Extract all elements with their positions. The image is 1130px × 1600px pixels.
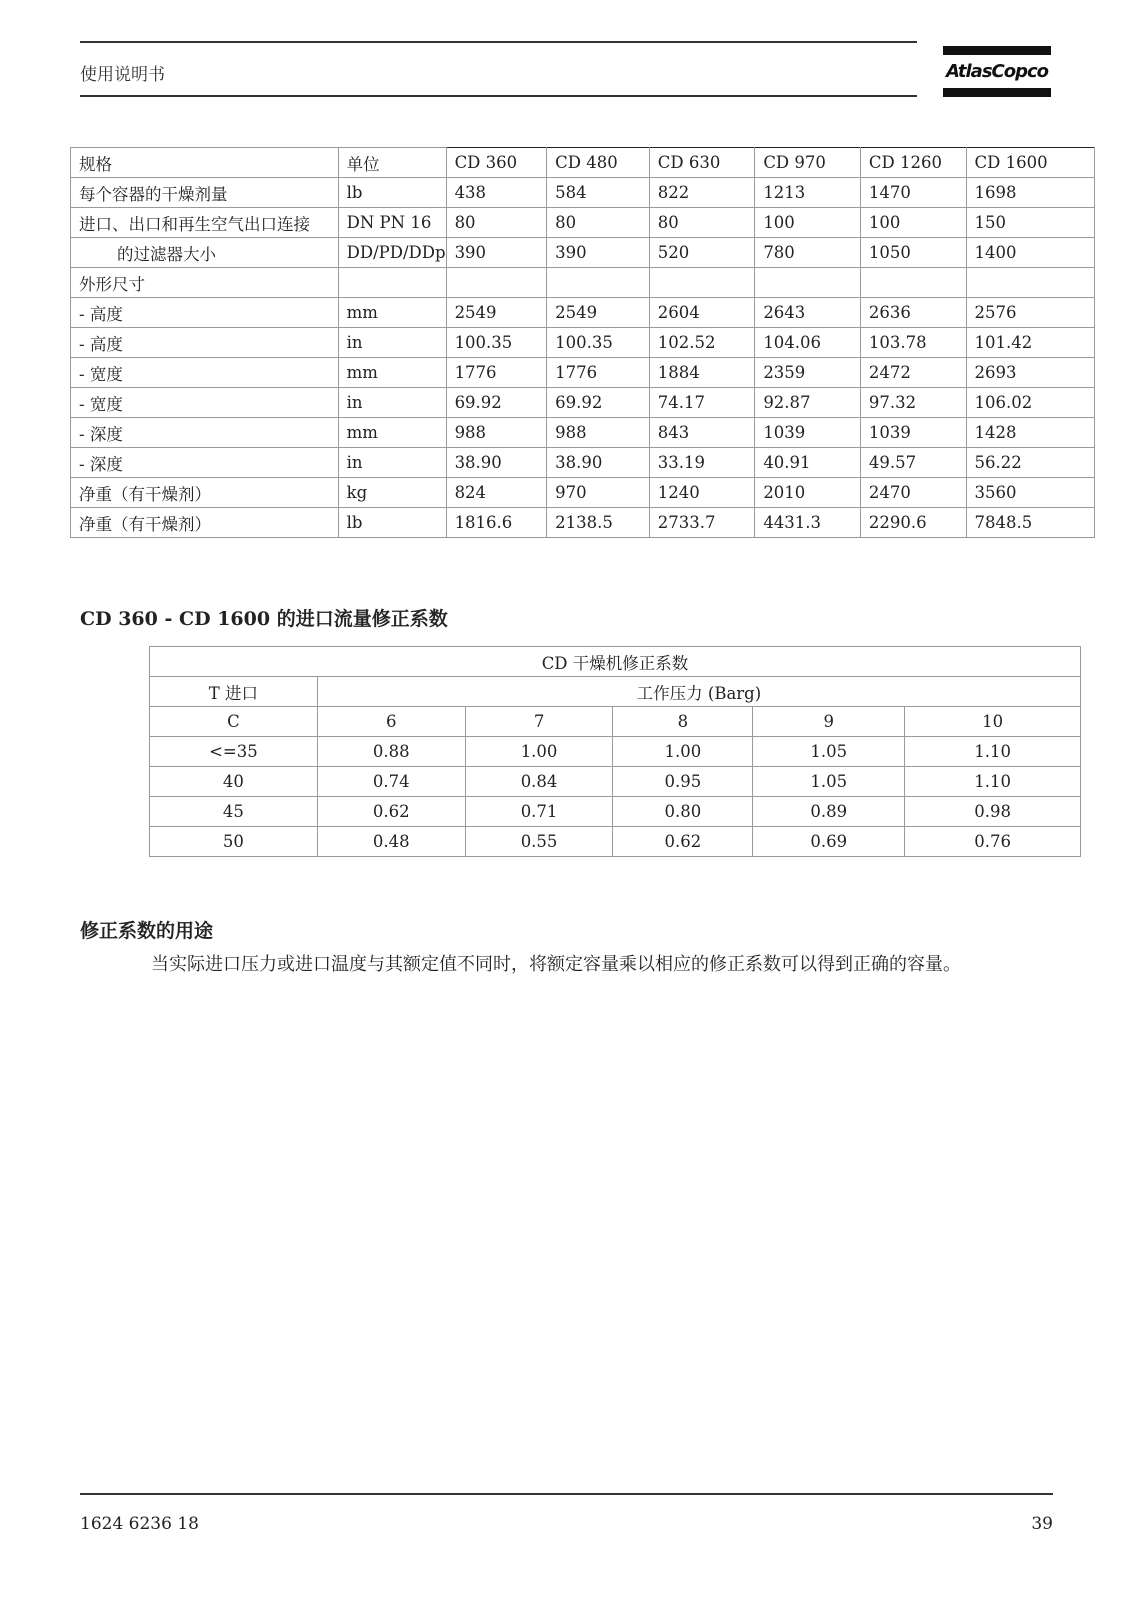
spec-cell: 2290.6	[860, 508, 966, 538]
spec-header-cell: CD 480	[547, 148, 650, 178]
spec-header-cell: CD 1260	[860, 148, 966, 178]
t-inlet-label: T 进口	[150, 677, 318, 707]
header-title: 使用说明书	[80, 65, 165, 85]
spec-cell: 49.57	[860, 448, 966, 478]
correction-factor-cell: 0.80	[613, 797, 753, 827]
spec-cell: 100	[860, 208, 966, 238]
spec-cell: - 高度	[71, 298, 339, 328]
pressure-header: 9	[753, 707, 905, 737]
spec-cell: 69.92	[547, 388, 650, 418]
spec-cell: 824	[446, 478, 547, 508]
spec-cell: mm	[338, 298, 446, 328]
footer-doc-number: 1624 6236 18	[80, 1514, 199, 1534]
spec-cell: 7848.5	[966, 508, 1094, 538]
correction-factor-cell: 0.62	[317, 797, 465, 827]
correction-factor-cell: 0.89	[753, 797, 905, 827]
spec-cell: 100.35	[446, 328, 547, 358]
correction-factor-cell: 0.55	[465, 827, 613, 857]
spec-cell: 1240	[649, 478, 755, 508]
header-bottom-rule	[80, 95, 917, 97]
spec-header-cell: CD 1600	[966, 148, 1094, 178]
spec-cell	[755, 268, 861, 298]
spec-cell: 390	[547, 238, 650, 268]
spec-cell: 1470	[860, 178, 966, 208]
spec-cell: 1884	[649, 358, 755, 388]
spec-cell: 2010	[755, 478, 861, 508]
correction-factor-cell: 0.62	[613, 827, 753, 857]
spec-cell: 1428	[966, 418, 1094, 448]
spec-cell: - 宽度	[71, 358, 339, 388]
correction-factor-cell: 1.05	[753, 767, 905, 797]
correction-section-title: CD 360 - CD 1600 的进口流量修正系数	[80, 608, 448, 630]
spec-cell: lb	[338, 508, 446, 538]
correction-header-row	[150, 707, 1081, 737]
spec-cell: 103.78	[860, 328, 966, 358]
spec-cell: - 宽度	[71, 388, 339, 418]
temperature-cell: 40	[150, 767, 318, 797]
correction-factor-cell: 0.76	[905, 827, 1081, 857]
spec-row	[71, 448, 1095, 478]
spec-cell: 102.52	[649, 328, 755, 358]
spec-cell: lb	[338, 178, 446, 208]
temperature-cell: 45	[150, 797, 318, 827]
spec-row	[71, 208, 1095, 238]
spec-cell: 2576	[966, 298, 1094, 328]
spec-cell: 843	[649, 418, 755, 448]
spec-row	[71, 478, 1095, 508]
correction-factor-cell: 0.98	[905, 797, 1081, 827]
spec-cell: 80	[446, 208, 547, 238]
temperature-cell: 50	[150, 827, 318, 857]
spec-cell: 970	[547, 478, 650, 508]
spec-cell	[860, 268, 966, 298]
spec-row	[71, 388, 1095, 418]
header-top-rule	[80, 41, 917, 43]
spec-cell: 150	[966, 208, 1094, 238]
correction-factor-cell: 1.00	[465, 737, 613, 767]
spec-cell: 3560	[966, 478, 1094, 508]
spec-cell: 1039	[860, 418, 966, 448]
correction-label-row	[150, 677, 1081, 707]
spec-cell: 1698	[966, 178, 1094, 208]
logo-bottom-bar	[943, 88, 1051, 97]
spec-cell: 2138.5	[547, 508, 650, 538]
spec-header-cell: CD 360	[446, 148, 547, 178]
spec-cell: 2470	[860, 478, 966, 508]
spec-row	[71, 268, 1095, 298]
spec-header-cell: CD 970	[755, 148, 861, 178]
spec-cell: in	[338, 448, 446, 478]
spec-cell: 1050	[860, 238, 966, 268]
spec-cell: 100	[755, 208, 861, 238]
spec-cell: 106.02	[966, 388, 1094, 418]
temperature-cell: <=35	[150, 737, 318, 767]
spec-cell: kg	[338, 478, 446, 508]
spec-cell: 2636	[860, 298, 966, 328]
spec-cell: 1400	[966, 238, 1094, 268]
spec-cell: DN PN 16	[338, 208, 446, 238]
spec-cell: 56.22	[966, 448, 1094, 478]
spec-cell: 520	[649, 238, 755, 268]
spec-row	[71, 238, 1095, 268]
spec-cell	[446, 268, 547, 298]
correction-factor-cell: 0.88	[317, 737, 465, 767]
spec-row	[71, 508, 1095, 538]
correction-row	[150, 767, 1081, 797]
pressure-header: 6	[317, 707, 465, 737]
spec-cell: 438	[446, 178, 547, 208]
spec-cell: 每个容器的干燥剂量	[71, 178, 339, 208]
spec-cell: 97.32	[860, 388, 966, 418]
spec-row	[71, 178, 1095, 208]
spec-cell: - 高度	[71, 328, 339, 358]
correction-factor-cell: 0.95	[613, 767, 753, 797]
spec-cell: 104.06	[755, 328, 861, 358]
spec-cell: DD/PD/DDp	[338, 238, 446, 268]
spec-cell	[338, 268, 446, 298]
spec-cell: 2359	[755, 358, 861, 388]
correction-row	[150, 737, 1081, 767]
correction-factor-cell: 1.05	[753, 737, 905, 767]
spec-cell: 1776	[446, 358, 547, 388]
spec-row	[71, 418, 1095, 448]
correction-table-title: CD 干燥机修正系数	[150, 647, 1081, 677]
spec-cell: 净重（有干燥剂）	[71, 508, 339, 538]
spec-cell: 进口、出口和再生空气出口连接	[71, 208, 339, 238]
spec-cell: 2604	[649, 298, 755, 328]
correction-factor-cell: 0.84	[465, 767, 613, 797]
spec-row	[71, 298, 1095, 328]
spec-cell: 1816.6	[446, 508, 547, 538]
spec-cell: 69.92	[446, 388, 547, 418]
spec-cell: 822	[649, 178, 755, 208]
spec-cell: 80	[649, 208, 755, 238]
pressure-header: 8	[613, 707, 753, 737]
pressure-header: 10	[905, 707, 1081, 737]
spec-header-cell: CD 630	[649, 148, 755, 178]
correction-table	[149, 646, 1081, 857]
spec-header-row	[71, 148, 1095, 178]
usage-text: 当实际进口压力或进口温度与其额定值不同时，将额定容量乘以相应的修正系数可以得到正确的容量。	[151, 954, 961, 975]
spec-cell: 92.87	[755, 388, 861, 418]
spec-cell: 1776	[547, 358, 650, 388]
spec-cell: 780	[755, 238, 861, 268]
spec-cell: 1213	[755, 178, 861, 208]
spec-cell	[649, 268, 755, 298]
correction-row	[150, 797, 1081, 827]
spec-table	[70, 147, 1095, 538]
spec-cell: 的过滤器大小	[71, 238, 339, 268]
footer-page-number: 39	[1031, 1514, 1053, 1534]
spec-row	[71, 358, 1095, 388]
atlas-copco-logo	[943, 46, 1051, 98]
spec-header-cell: 规格	[71, 148, 339, 178]
spec-cell: 2643	[755, 298, 861, 328]
spec-cell: 2693	[966, 358, 1094, 388]
spec-cell: mm	[338, 358, 446, 388]
correction-row	[150, 827, 1081, 857]
spec-cell: 74.17	[649, 388, 755, 418]
correction-title-row	[150, 647, 1081, 677]
logo-top-bar	[943, 46, 1051, 55]
logo-text: AtlasCopco	[945, 61, 1049, 82]
spec-cell: 584	[547, 178, 650, 208]
spec-cell: 2733.7	[649, 508, 755, 538]
spec-cell: in	[338, 388, 446, 418]
spec-cell: - 深度	[71, 448, 339, 478]
spec-cell: 外形尺寸	[71, 268, 339, 298]
correction-factor-cell: 1.10	[905, 737, 1081, 767]
spec-header-cell: 单位	[338, 148, 446, 178]
spec-cell: 100.35	[547, 328, 650, 358]
correction-factor-cell: 0.74	[317, 767, 465, 797]
spec-cell: 2549	[446, 298, 547, 328]
temp-unit-label: C	[150, 707, 318, 737]
spec-cell: 33.19	[649, 448, 755, 478]
spec-cell: 38.90	[547, 448, 650, 478]
spec-cell: 2472	[860, 358, 966, 388]
spec-cell: 988	[446, 418, 547, 448]
correction-factor-cell: 0.71	[465, 797, 613, 827]
spec-cell: in	[338, 328, 446, 358]
correction-factor-cell: 0.48	[317, 827, 465, 857]
correction-factor-cell: 1.10	[905, 767, 1081, 797]
spec-cell	[966, 268, 1094, 298]
spec-cell: 净重（有干燥剂）	[71, 478, 339, 508]
spec-cell: 2549	[547, 298, 650, 328]
spec-cell: 1039	[755, 418, 861, 448]
spec-cell: - 深度	[71, 418, 339, 448]
spec-cell: 101.42	[966, 328, 1094, 358]
spec-cell: 4431.3	[755, 508, 861, 538]
spec-cell: 40.91	[755, 448, 861, 478]
footer-rule	[80, 1493, 1053, 1495]
pressure-label: 工作压力 (Barg)	[317, 677, 1080, 707]
spec-cell: 80	[547, 208, 650, 238]
correction-factor-cell: 0.69	[753, 827, 905, 857]
usage-title: 修正系数的用途	[80, 920, 214, 942]
spec-row	[71, 328, 1095, 358]
spec-cell: 988	[547, 418, 650, 448]
correction-table-body	[150, 737, 1081, 857]
spec-cell: 38.90	[446, 448, 547, 478]
spec-table-body	[71, 148, 1095, 538]
spec-cell: 390	[446, 238, 547, 268]
correction-factor-cell: 1.00	[613, 737, 753, 767]
spec-cell	[547, 268, 650, 298]
spec-cell: mm	[338, 418, 446, 448]
pressure-header: 7	[465, 707, 613, 737]
